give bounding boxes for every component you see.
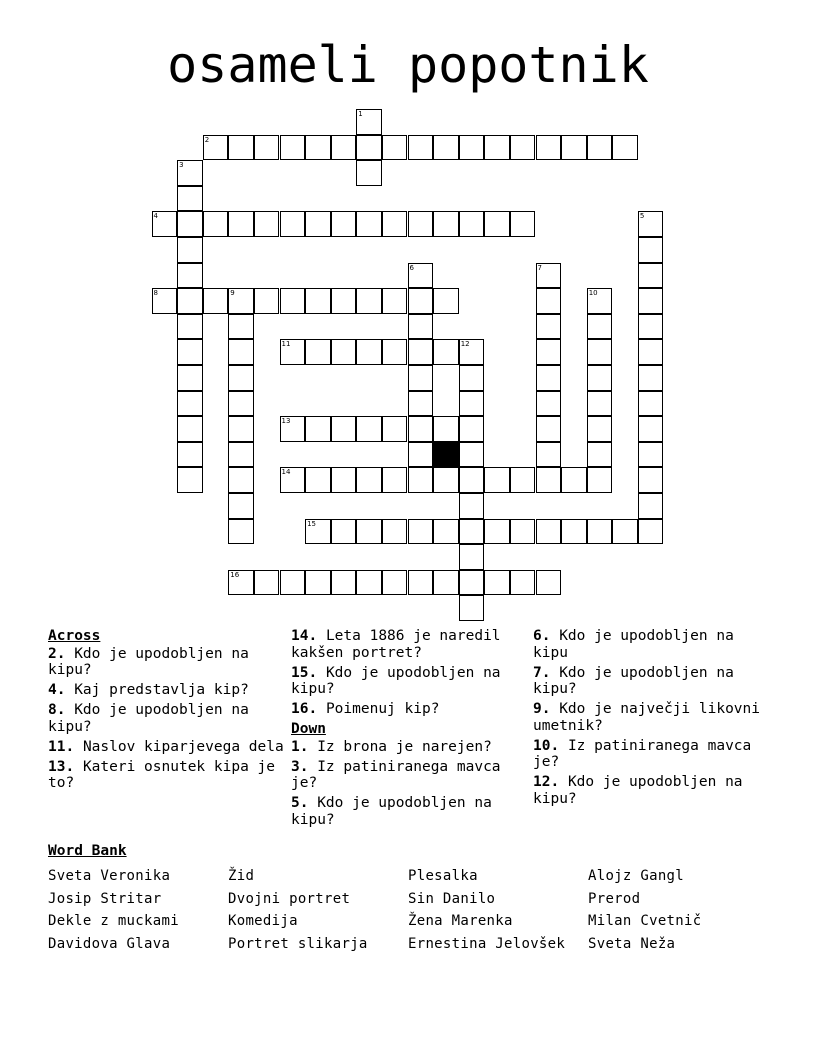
grid-cell[interactable] xyxy=(536,416,562,442)
clue-across-11: 11. Naslov kiparjevega dela xyxy=(48,738,284,755)
grid-cell[interactable] xyxy=(561,467,587,493)
grid-cell[interactable] xyxy=(459,365,485,391)
grid-cell[interactable] xyxy=(280,211,306,237)
grid-cell[interactable] xyxy=(408,442,434,468)
grid-cell[interactable] xyxy=(484,135,510,161)
grid-cell[interactable] xyxy=(177,288,203,314)
grid-cell[interactable] xyxy=(510,211,536,237)
grid-cell[interactable] xyxy=(203,211,229,237)
clue-number: 3 xyxy=(179,161,184,170)
grid-cell[interactable] xyxy=(331,339,357,365)
grid-cell[interactable] xyxy=(536,314,562,340)
grid-cell[interactable] xyxy=(587,519,613,545)
word-bank-item: Dvojni portret xyxy=(228,891,351,907)
grid-cell[interactable] xyxy=(638,365,664,391)
grid-cell[interactable] xyxy=(305,570,331,596)
grid-cell[interactable] xyxy=(510,135,536,161)
grid-cell[interactable] xyxy=(331,135,357,161)
grid-cell[interactable] xyxy=(587,339,613,365)
grid-cell[interactable] xyxy=(561,135,587,161)
word-bank-item: Plesalka xyxy=(408,868,478,884)
grid-cell[interactable] xyxy=(177,365,203,391)
word-bank-item: Sin Danilo xyxy=(408,891,496,907)
grid-cell[interactable] xyxy=(408,365,434,391)
clue-down-1: 1. Iz brona je narejen? xyxy=(291,738,492,755)
grid-cell[interactable] xyxy=(433,135,459,161)
grid-cell[interactable] xyxy=(177,160,203,186)
grid-cell[interactable] xyxy=(254,211,280,237)
clue-number: 7 xyxy=(537,263,542,272)
grid-cell[interactable] xyxy=(433,339,459,365)
grid-cell[interactable] xyxy=(356,570,382,596)
word-bank-item: Josip Stritar xyxy=(48,891,162,907)
grid-cell[interactable] xyxy=(203,288,229,314)
word-bank-item: Komedija xyxy=(228,913,298,929)
clue-number: 2 xyxy=(204,135,210,144)
grid-cell[interactable] xyxy=(459,416,485,442)
grid-cell[interactable] xyxy=(536,339,562,365)
grid-cell[interactable] xyxy=(638,519,664,545)
grid-cell[interactable] xyxy=(305,519,331,545)
grid-cell[interactable] xyxy=(587,135,613,161)
grid-cell[interactable] xyxy=(177,339,203,365)
grid-cell[interactable] xyxy=(382,288,408,314)
clue-number: 16 xyxy=(230,570,240,579)
clue-down-6: 6. Kdo je upodobljen na kipu xyxy=(533,628,734,661)
grid-cell[interactable] xyxy=(510,467,536,493)
grid-cell[interactable] xyxy=(177,391,203,417)
grid-cell[interactable] xyxy=(382,416,408,442)
grid-cell[interactable] xyxy=(356,339,382,365)
grid-cell[interactable] xyxy=(484,519,510,545)
grid-cell[interactable] xyxy=(228,416,254,442)
clue-number: 5 xyxy=(639,212,645,221)
grid-cell[interactable] xyxy=(587,391,613,417)
grid-cell[interactable] xyxy=(408,519,434,545)
grid-cell[interactable] xyxy=(638,339,664,365)
clue-across-2: 2. Kdo je upodobljen na kipu? xyxy=(48,645,249,678)
grid-cell[interactable] xyxy=(356,467,382,493)
grid-cell[interactable] xyxy=(177,211,203,237)
grid-cell[interactable] xyxy=(408,416,434,442)
grid-cell[interactable] xyxy=(408,391,434,417)
grid-cell[interactable] xyxy=(536,263,562,289)
grid-cell[interactable] xyxy=(459,211,485,237)
clue-down-12: 12. Kdo je upodobljen na kipu? xyxy=(533,774,743,807)
grid-cell[interactable] xyxy=(638,493,664,519)
grid-cell[interactable] xyxy=(459,339,485,365)
grid-cell[interactable] xyxy=(638,237,664,263)
grid-cell[interactable] xyxy=(382,211,408,237)
grid-cell[interactable] xyxy=(228,442,254,468)
grid-cell[interactable] xyxy=(203,135,229,161)
grid-cell[interactable] xyxy=(408,211,434,237)
clue-number: 14 xyxy=(281,468,291,477)
grid-cell[interactable] xyxy=(331,467,357,493)
grid-cell[interactable] xyxy=(536,519,562,545)
grid-cell[interactable] xyxy=(561,519,587,545)
grid-cell[interactable] xyxy=(433,211,459,237)
grid-cell[interactable] xyxy=(177,442,203,468)
grid-cell[interactable] xyxy=(254,570,280,596)
grid-cell[interactable] xyxy=(177,416,203,442)
grid-cell[interactable] xyxy=(280,416,306,442)
grid-cell[interactable] xyxy=(356,288,382,314)
grid-cell[interactable] xyxy=(408,467,434,493)
grid-cell[interactable] xyxy=(536,135,562,161)
word-bank-item: Ernestina Jelovšek xyxy=(408,936,566,952)
grid-cell[interactable] xyxy=(331,416,357,442)
grid-cell[interactable] xyxy=(382,570,408,596)
grid-cell[interactable] xyxy=(382,467,408,493)
grid-cell[interactable] xyxy=(638,211,664,237)
grid-cell[interactable] xyxy=(228,314,254,340)
grid-cell[interactable] xyxy=(228,519,254,545)
clue-number: 12 xyxy=(460,340,470,349)
clue-number: 13 xyxy=(281,417,291,426)
grid-cell[interactable] xyxy=(228,211,254,237)
grid-cell[interactable] xyxy=(612,135,638,161)
word-bank-title: Word Bank xyxy=(48,843,127,859)
grid-cell[interactable] xyxy=(331,570,357,596)
across-header: Across xyxy=(48,628,101,644)
clue-number: 1 xyxy=(358,110,363,118)
black-square xyxy=(433,442,459,468)
grid-cell[interactable] xyxy=(510,570,536,596)
grid-cell[interactable] xyxy=(587,416,613,442)
grid-cell[interactable] xyxy=(459,391,485,417)
grid-cell[interactable] xyxy=(459,493,485,519)
grid-cell[interactable] xyxy=(228,391,254,417)
clue-across-4: 4. Kaj predstavlja kip? xyxy=(48,682,249,698)
grid-cell[interactable] xyxy=(305,211,331,237)
grid-cell[interactable] xyxy=(356,160,382,186)
grid-cell[interactable] xyxy=(382,135,408,161)
grid-cell[interactable] xyxy=(433,519,459,545)
word-bank-item: Milan Cvetnič xyxy=(588,913,702,929)
grid-cell[interactable] xyxy=(356,135,382,161)
grid-cell[interactable] xyxy=(459,570,485,596)
clue-down-3: 3. Iz patiniranega mavca je? xyxy=(291,758,501,791)
grid-cell[interactable] xyxy=(152,288,178,314)
grid-cell[interactable] xyxy=(510,519,536,545)
grid-cell[interactable] xyxy=(254,288,280,314)
clue-number: 10 xyxy=(588,289,598,298)
grid-cell[interactable] xyxy=(305,135,331,161)
grid-cell[interactable] xyxy=(536,570,562,596)
grid-cell[interactable] xyxy=(433,288,459,314)
clue-down-7: 7. Kdo je upodobljen na kipu? xyxy=(533,664,734,697)
word-bank-item: Prerod xyxy=(588,891,641,907)
clue-down-10: 10. Iz patiniranega mavca je? xyxy=(533,737,752,770)
clue-down-5: 5. Kdo je upodobljen na kipu? xyxy=(291,795,492,828)
grid-cell[interactable] xyxy=(408,288,434,314)
grid-cell[interactable] xyxy=(408,314,434,340)
clue-number: 4 xyxy=(153,212,158,221)
grid-cell[interactable] xyxy=(638,314,664,340)
grid-cell[interactable] xyxy=(280,570,306,596)
grid-cell[interactable] xyxy=(356,211,382,237)
grid-cell[interactable] xyxy=(228,135,254,161)
clue-number: 6 xyxy=(409,263,414,272)
word-bank-item: Portret slikarja xyxy=(228,936,368,952)
grid-cell[interactable] xyxy=(254,135,280,161)
grid-cell[interactable] xyxy=(177,186,203,212)
down-header: Down xyxy=(291,721,326,737)
grid-cell[interactable] xyxy=(280,467,306,493)
grid-cell[interactable] xyxy=(408,570,434,596)
grid-cell[interactable] xyxy=(587,314,613,340)
grid-cell[interactable] xyxy=(152,211,178,237)
grid-cell[interactable] xyxy=(433,416,459,442)
word-bank-item: Davidova Glava xyxy=(48,936,171,952)
grid-cell[interactable] xyxy=(638,288,664,314)
grid-cell[interactable] xyxy=(408,263,434,289)
grid-cell[interactable] xyxy=(228,570,254,596)
clue-number: 8 xyxy=(153,289,158,298)
clue-number: 11 xyxy=(281,340,291,349)
grid-cell[interactable] xyxy=(356,519,382,545)
grid-cell[interactable] xyxy=(177,314,203,340)
word-bank-item: Alojz Gangl xyxy=(588,868,685,884)
grid-cell[interactable] xyxy=(459,595,485,621)
page-title: osameli popotnik xyxy=(167,36,649,94)
clues-column-1 xyxy=(48,628,288,795)
clues-column-2 xyxy=(291,628,531,832)
grid-cell[interactable] xyxy=(305,339,331,365)
grid-cell[interactable] xyxy=(587,467,613,493)
grid-cell[interactable] xyxy=(459,519,485,545)
grid-cell[interactable] xyxy=(408,135,434,161)
grid-cell[interactable] xyxy=(433,467,459,493)
grid-cell[interactable] xyxy=(536,288,562,314)
word-bank-item: Sveta Veronika xyxy=(48,868,171,884)
grid-cell[interactable] xyxy=(408,339,434,365)
clue-across-15: 15. Kdo je upodobljen na kipu? xyxy=(291,664,501,697)
grid-cell[interactable] xyxy=(638,467,664,493)
grid-cell[interactable] xyxy=(484,467,510,493)
clue-number: 15 xyxy=(307,519,317,528)
grid-cell[interactable] xyxy=(459,442,485,468)
grid-cell[interactable] xyxy=(280,339,306,365)
grid-cell[interactable] xyxy=(536,442,562,468)
grid-cell[interactable] xyxy=(356,416,382,442)
word-bank-item: Sveta Neža xyxy=(588,936,676,952)
clue-across-8: 8. Kdo je upodobljen na kipu? xyxy=(48,702,249,735)
grid-cell[interactable] xyxy=(305,288,331,314)
grid-cell[interactable] xyxy=(280,288,306,314)
grid-cell[interactable] xyxy=(331,288,357,314)
grid-cell[interactable] xyxy=(331,519,357,545)
grid-cell[interactable] xyxy=(536,467,562,493)
grid-cell[interactable] xyxy=(356,109,382,135)
grid-cell[interactable] xyxy=(177,263,203,289)
word-bank-item: Žena Marenka xyxy=(408,913,513,929)
grid-cell[interactable] xyxy=(484,570,510,596)
grid-cell[interactable] xyxy=(177,237,203,263)
grid-cell[interactable] xyxy=(228,288,254,314)
grid-cell[interactable] xyxy=(433,570,459,596)
grid-cell[interactable] xyxy=(331,211,357,237)
grid-cell[interactable] xyxy=(638,391,664,417)
word-bank-item: Žid xyxy=(228,868,255,884)
grid-cell[interactable] xyxy=(228,467,254,493)
clue-across-16: 16. Poimenuj kip? xyxy=(291,701,440,717)
grid-cell[interactable] xyxy=(228,339,254,365)
grid-cell[interactable] xyxy=(587,365,613,391)
grid-cell[interactable] xyxy=(638,416,664,442)
grid-cell[interactable] xyxy=(228,493,254,519)
clue-across-14: 14. Leta 1886 je naredil kakšen portret? xyxy=(291,628,501,661)
grid-cell[interactable] xyxy=(638,263,664,289)
clues-column-3 xyxy=(533,628,773,811)
grid-cell[interactable] xyxy=(305,467,331,493)
clue-number: 9 xyxy=(230,289,235,298)
grid-cell[interactable] xyxy=(612,519,638,545)
grid-cell[interactable] xyxy=(638,442,664,468)
grid-cell[interactable] xyxy=(382,339,408,365)
grid-cell[interactable] xyxy=(536,391,562,417)
grid-cell[interactable] xyxy=(587,288,613,314)
grid-cell[interactable] xyxy=(280,135,306,161)
word-bank-item: Dekle z muckami xyxy=(48,913,179,929)
grid-cell[interactable] xyxy=(382,519,408,545)
grid-cell[interactable] xyxy=(305,416,331,442)
grid-cell[interactable] xyxy=(459,544,485,570)
grid-cell[interactable] xyxy=(459,467,485,493)
grid-cell[interactable] xyxy=(536,365,562,391)
grid-cell[interactable] xyxy=(484,211,510,237)
grid-cell[interactable] xyxy=(228,365,254,391)
grid-cell[interactable] xyxy=(177,467,203,493)
grid-cell[interactable] xyxy=(587,442,613,468)
clue-across-13: 13. Kateri osnutek kipa je to? xyxy=(48,758,275,791)
clue-down-9: 9. Kdo je največji likovni umetnik? xyxy=(533,701,760,734)
grid-cell[interactable] xyxy=(459,135,485,161)
